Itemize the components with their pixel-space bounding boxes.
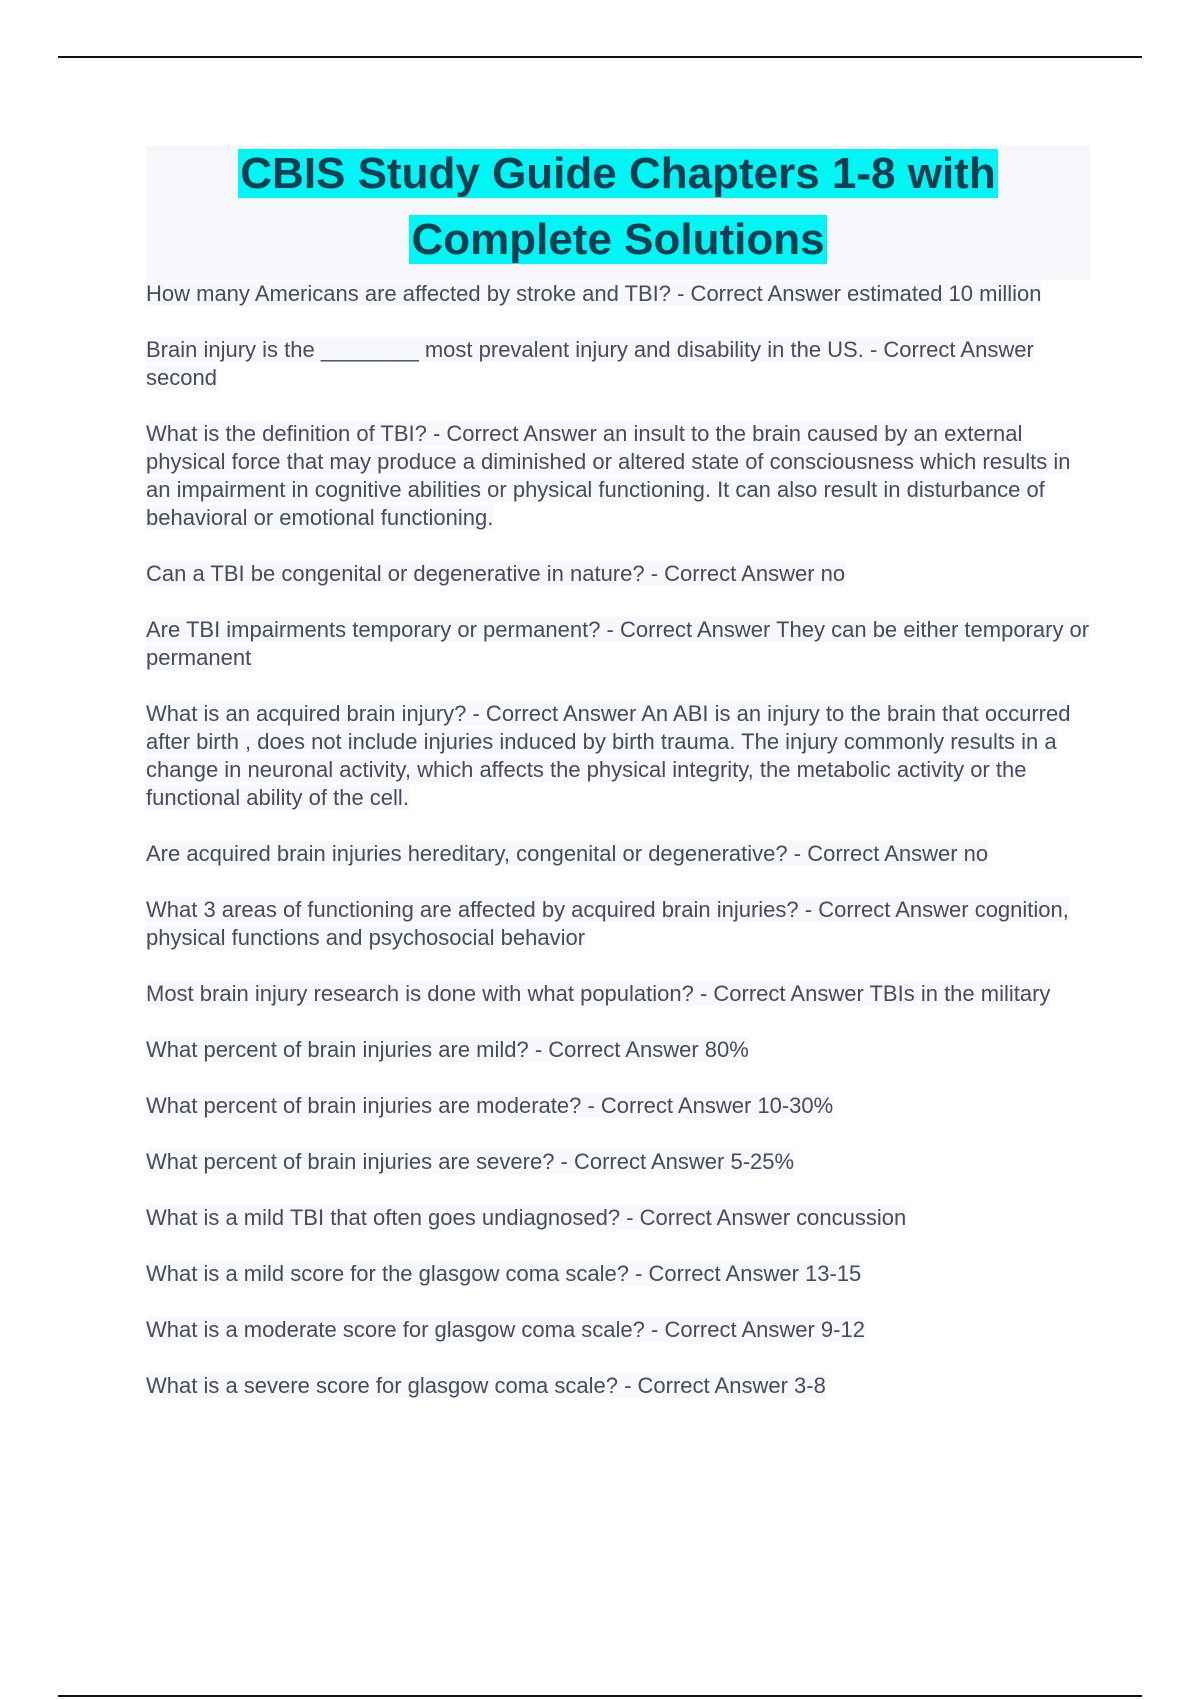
bottom-rule [58,1695,1142,1697]
qa-item: What is an acquired brain injury? - Correct Answer An ABI is an injury to the brain that occurred after birth , does not include injuries induced by birth trauma. The injury commonly results in a change in neuronal activity, which affects the physical integrity, the metabolic activity or the functional ability of the cell. [146,701,1071,810]
qa-item: Are TBI impairments temporary or permanent? - Correct Answer They can be either temporary or permanent [146,617,1090,670]
document-content [146,146,1090,1428]
qa-item: Are acquired brain injuries hereditary, congenital or degenerative? - Correct Answer no [146,841,989,866]
top-rule [58,56,1142,58]
qa-item: What is a severe score for glasgow coma scale? - Correct Answer 3-8 [146,1373,826,1398]
qa-item: What 3 areas of functioning are affected by acquired brain injuries? - Correct Answer cognition, physical functions and psychosocial behavior [146,897,1069,950]
qa-item: What percent of brain injuries are mild? - Correct Answer 80% [146,1037,749,1062]
title-block [146,146,1090,280]
qa-item: What is the definition of TBI? - Correct Answer an insult to the brain caused by an external physical force that may produce a diminished or altered state of consciousness which results in an impairment in cognitive abilities or physical functioning. It can also result in disturbance of behavioral or emotional functioning. [146,421,1071,530]
qa-item: How many Americans are affected by stroke and TBI? - Correct Answer estimated 10 million [146,281,1042,306]
qa-list [146,280,1090,1400]
qa-item: What percent of brain injuries are severe? - Correct Answer 5-25% [146,1149,795,1174]
qa-item: Brain injury is the ________ most prevalent injury and disability in the US. - Correct Answer second [146,337,1034,390]
qa-item: What is a mild TBI that often goes undiagnosed? - Correct Answer concussion [146,1205,907,1230]
qa-item: What percent of brain injuries are moderate? - Correct Answer 10-30% [146,1093,834,1118]
qa-item: What is a moderate score for glasgow coma scale? - Correct Answer 9-12 [146,1317,865,1342]
document-title: CBIS Study Guide Chapters 1-8 with Complete Solutions [240,149,996,264]
qa-item: What is a mild score for the glasgow coma scale? - Correct Answer 13-15 [146,1261,862,1286]
qa-item: Can a TBI be congenital or degenerative in nature? - Correct Answer no [146,561,846,586]
qa-item: Most brain injury research is done with what population? - Correct Answer TBIs in the military [146,981,1051,1006]
